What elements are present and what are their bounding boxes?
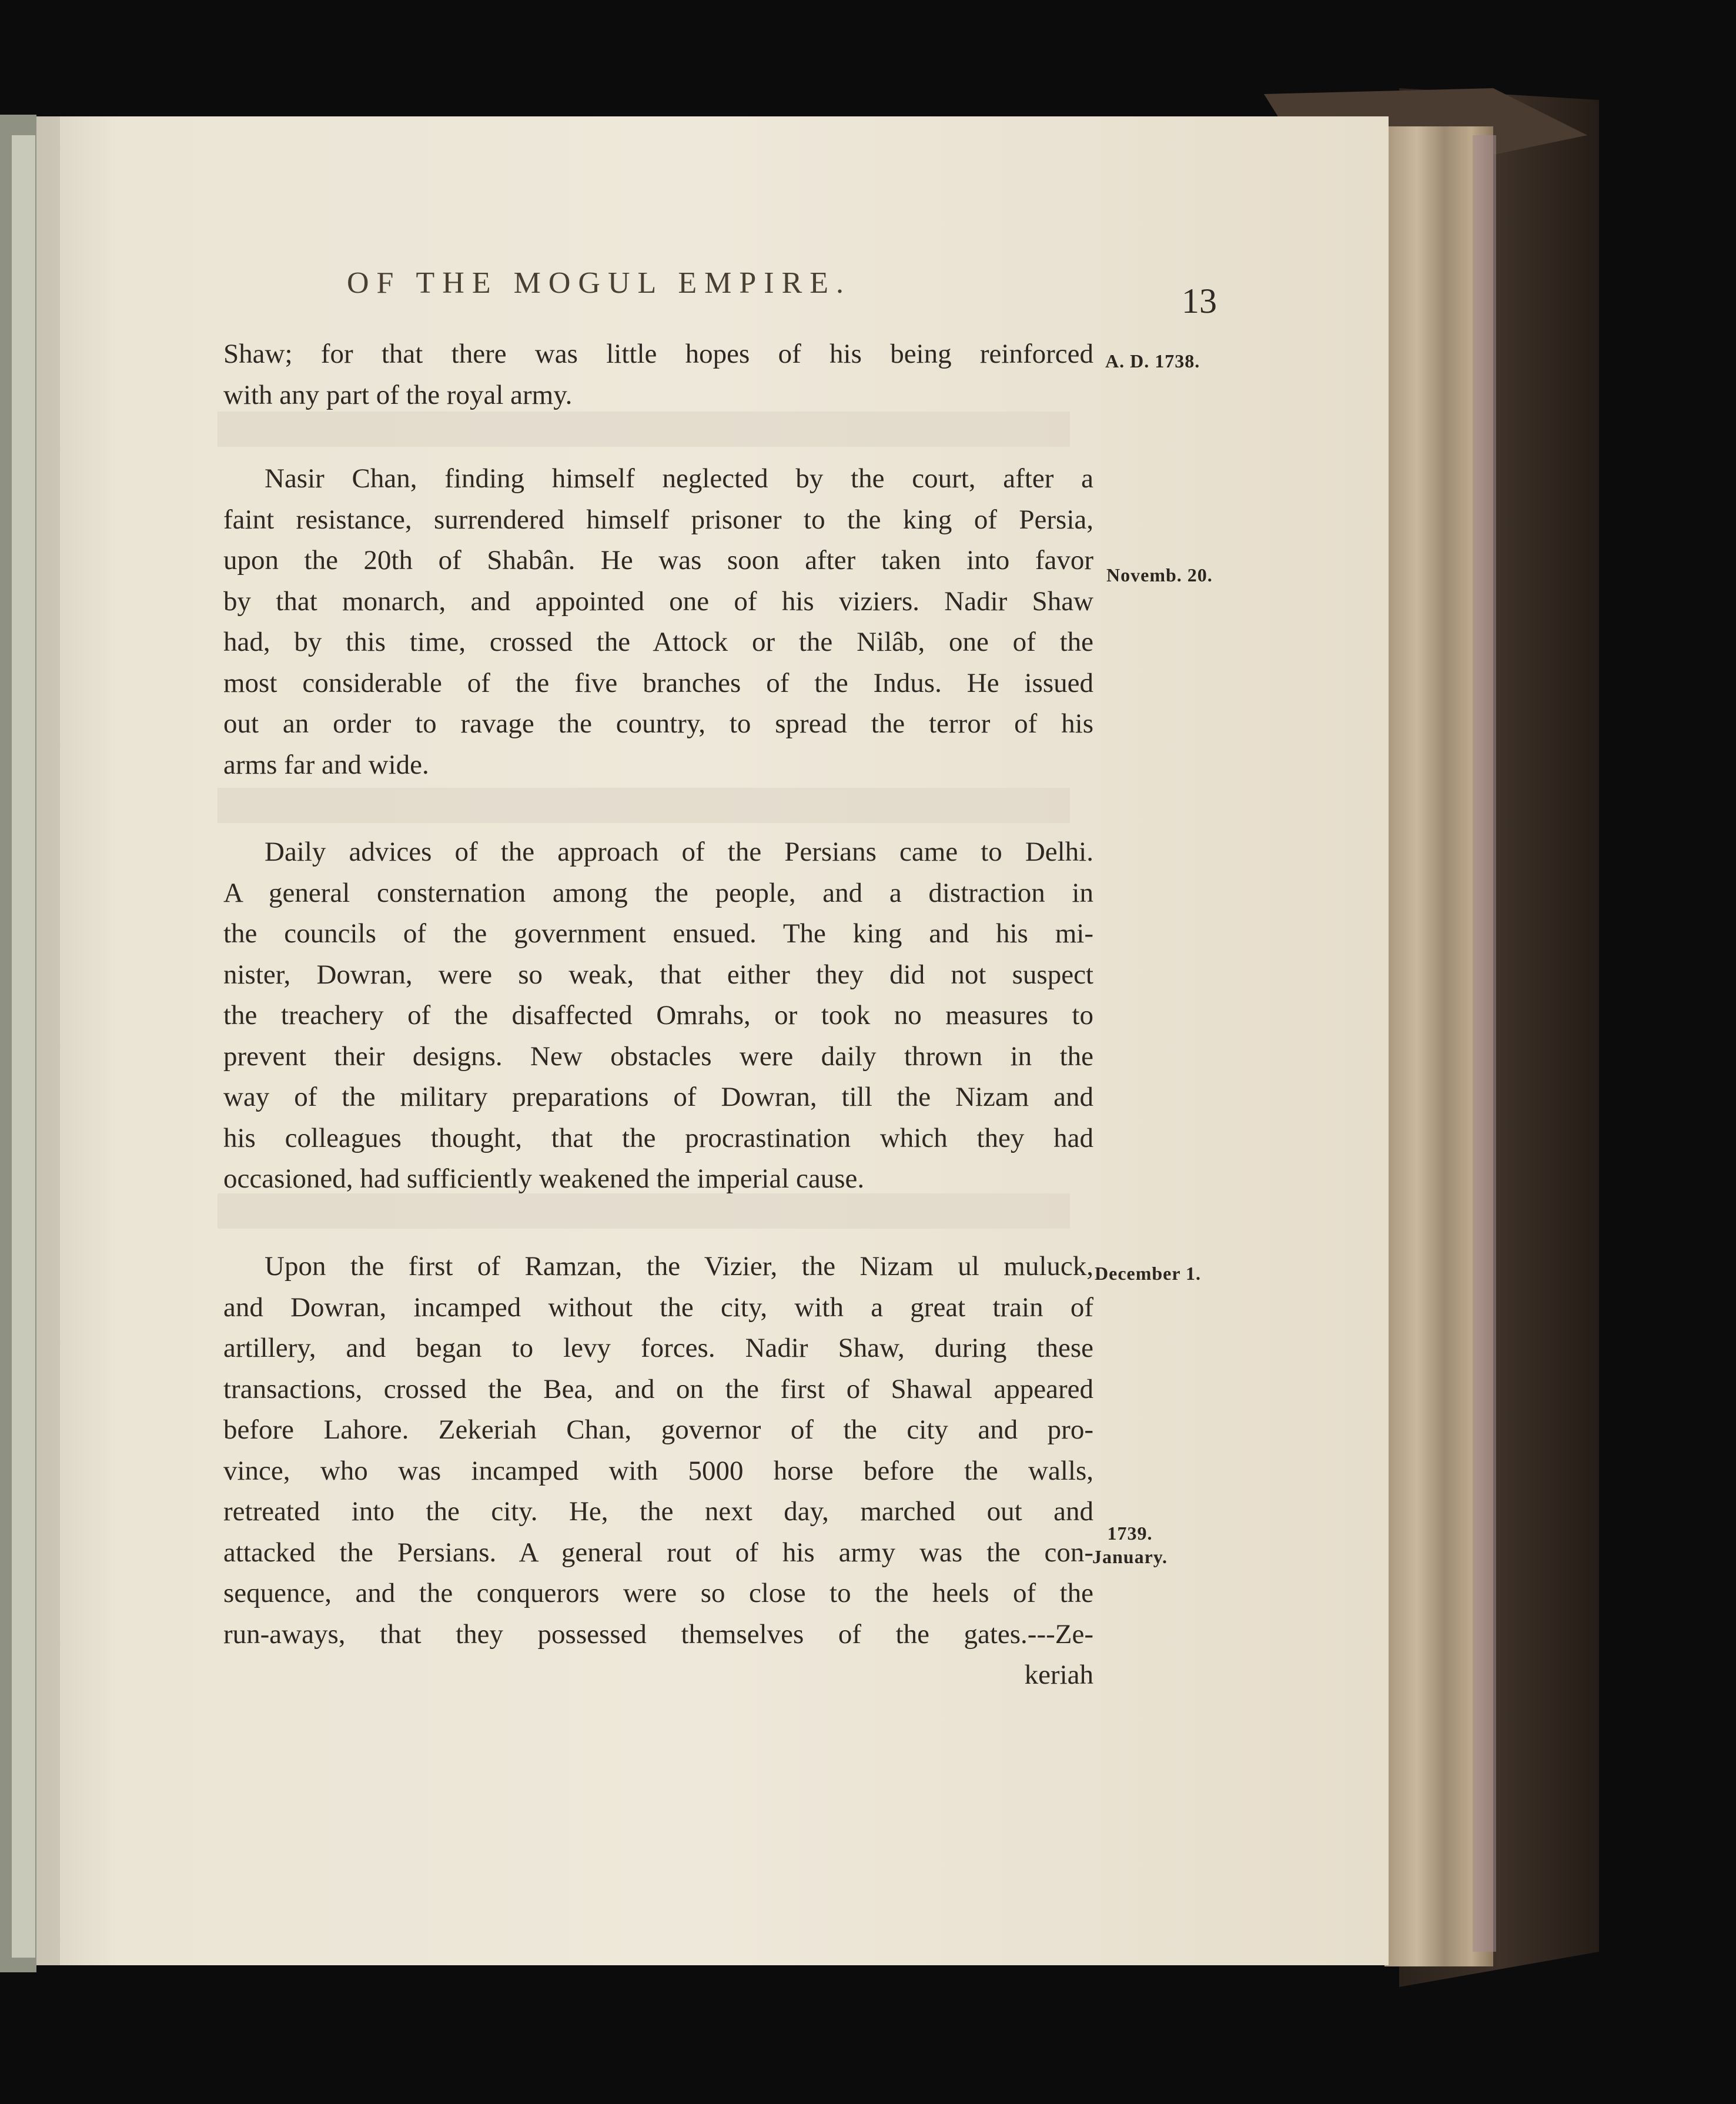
paragraph-line: artillery, and began to levy forces. Nadir Shaw, during these [223, 1333, 1093, 1363]
paragraph-line: occasioned, had sufficiently weakened the imperial cause. [223, 1163, 865, 1194]
paragraph-line: faint resistance, surrendered himself prisoner to the king of Persia, [223, 504, 1093, 535]
catchword: keriah [1024, 1660, 1093, 1690]
facing-page-inner [12, 135, 35, 1958]
margin-note-ad: A. D. 1738. [1105, 350, 1200, 372]
margin-note-january: January. [1092, 1546, 1168, 1567]
paragraph-line: Nasir Chan, finding himself neglected by the court, after a [265, 463, 1093, 494]
paragraph-line: attacked the Persians. A general rout of his army was the con- [223, 1537, 1093, 1568]
running-head: OF THE MOGUL EMPIRE. [347, 266, 852, 300]
paragraph-line: by that monarch, and appointed one of his viziers. Nadir Shaw [223, 586, 1093, 617]
show-through-2 [218, 788, 1070, 823]
paragraph-line: Shaw; for that there was little hopes of his being reinforced [223, 339, 1093, 369]
margin-note-november: Novemb. 20. [1106, 564, 1213, 586]
paragraph-3 [223, 832, 1093, 1200]
show-through-1 [218, 412, 1070, 447]
paragraph-line: upon the 20th of Shabân. He was soon after taken into favor [223, 545, 1093, 576]
paragraph-line: nister, Dowran, were so weak, that either they did not suspect [223, 959, 1093, 990]
paragraph-line: arms far and wide. [223, 749, 429, 780]
paragraph-line: run-aways, that they possessed themselves of the gates.---Ze- [223, 1618, 1093, 1650]
page-number: 13 [1182, 282, 1217, 320]
paragraph-line: and Dowran, incamped without the city, with a great train of [223, 1292, 1093, 1323]
margin-note-1739-january [1092, 1521, 1168, 1568]
paragraph-line: his colleagues thought, that the procrastination which they had [223, 1122, 1093, 1153]
paragraph-2 [223, 459, 1093, 785]
paragraph-line: the treachery of the disaffected Omrahs, or took no measures to [223, 1000, 1093, 1031]
paragraph-line: way of the military preparations of Dowran, till the Nizam and [223, 1082, 1093, 1112]
paragraph-line: out an order to ravage the country, to spread the terror of his [223, 708, 1093, 739]
paragraph-line: prevent their designs. New obstacles were daily thrown in the [223, 1041, 1093, 1072]
paragraph-line: transactions, crossed the Bea, and on the first of Shawal appeared [223, 1373, 1093, 1404]
margin-note-december: December 1. [1095, 1263, 1201, 1284]
paragraph-line: most considerable of the five branches of the Indus. He issued [223, 667, 1093, 698]
paragraph-line: Upon the first of Ramzan, the Vizier, the Nizam ul muluck, [265, 1251, 1093, 1282]
paragraph-line: had, by this time, crossed the Attock or the Nilâb, one of the [223, 627, 1093, 657]
paragraph-1 [223, 334, 1093, 416]
paragraph-line: Daily advices of the approach of the Persians came to Delhi. [265, 837, 1093, 867]
paragraph-line: before Lahore. Zekeriah Chan, governor of the city and pro- [223, 1414, 1093, 1445]
margin-note-year: 1739. [1107, 1523, 1153, 1544]
gutter-shadow [36, 116, 60, 1965]
page-edges-speckle [1473, 135, 1496, 1952]
paragraph-line: A general consternation among the people, and a distraction in [223, 877, 1093, 908]
paragraph-4 [223, 1246, 1093, 1696]
paragraph-line: vince, who was incamped with 5000 horse before the walls, [223, 1455, 1093, 1486]
paragraph-line: with any part of the royal army. [223, 379, 573, 410]
paragraph-line: sequence, and the conquerors were so close to the heels of the [223, 1578, 1093, 1608]
paragraph-line: retreated into the city. He, the next day, marched out and [223, 1496, 1093, 1527]
paragraph-line: the councils of the government ensued. The king and his mi- [223, 918, 1093, 949]
